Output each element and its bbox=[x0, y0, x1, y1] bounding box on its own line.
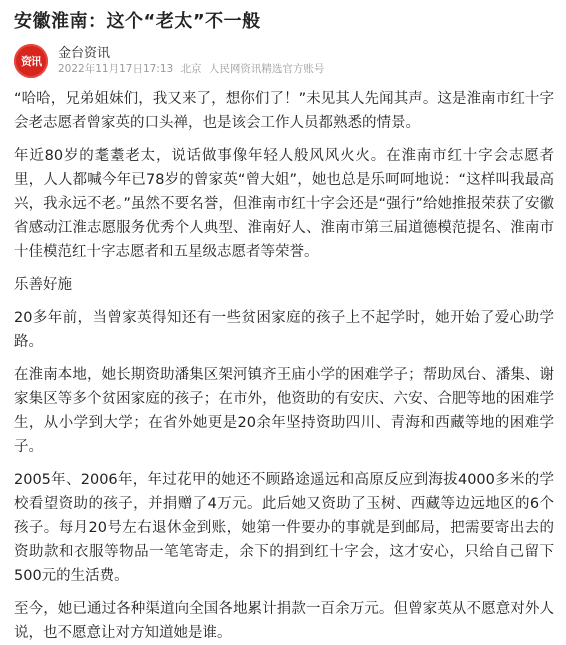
author-name[interactable]: 金台资讯 bbox=[58, 46, 111, 61]
paragraph-3: 20多年前，当曾家英得知还有一些贫困家庭的孩子上不起学时，她开始了爱心助学路。 bbox=[14, 310, 554, 350]
publish-info bbox=[58, 62, 324, 76]
publish-datetime: 2022年11月17日17:13 bbox=[58, 63, 174, 75]
paragraph-6: 至今，她已通过各种渠道向全国各地累计捐款一百余万元。但曾家英从不愿意对外人说，也不愿意让对方知道她是谁。 bbox=[14, 601, 554, 641]
account-note: 人民网资讯精选官方账号 bbox=[208, 63, 325, 75]
publish-location: 北京 bbox=[180, 63, 202, 75]
author-meta bbox=[14, 44, 554, 78]
paragraph-1: “哈哈，兄弟姐妹们，我又来了，想你们了！”未见其人先闻其声。这是淮南市红十字会老志愿者曾家英的口头禅，也是该会工作人员都熟悉的情景。 bbox=[14, 91, 554, 131]
paragraph-4: 在淮南本地，她长期资助潘集区架河镇齐王庙小学的困难学子；帮助凤台、潘集、谢家集区等多个贫困家庭的孩子；在市外，他资助的有安庆、六安、合肥等地的困难学生，从小学到大学；在省外她更是20余年坚持资助四川、青海和西藏等地的困难学子。 bbox=[14, 367, 554, 455]
article-body bbox=[14, 87, 554, 645]
paragraph-2: 年近80岁的耄耋老太，说话做事像年轻人般风风火火。在淮南市红十字会志愿者里，人人都喊今年已78岁的曾家英“曾大姐”，她也总是乐呵呵地说：“这样叫我最高兴，我永远不老。”虽然不要名誉，但淮南市红十字会还是“强行”给她推报荣获了安徽省感动江淮志愿服务优秀个人典型、淮南好人、淮南市第三届道德模范提名、淮南市十佳模范红十字志愿者和五星级志愿者等荣誉。 bbox=[14, 148, 554, 260]
article-title: 安徽淮南：这个“老太”不一般 bbox=[14, 11, 261, 32]
author-avatar[interactable]: 资讯 bbox=[14, 44, 48, 78]
section-heading: 乐善好施 bbox=[14, 277, 72, 293]
author-info bbox=[58, 46, 324, 76]
paragraph-5: 2005年、2006年，年过花甲的她还不顾路途遥远和高原反应到海拔4000多米的学校看望资助的孩子，并捐赠了4万元。此后她又资助了玉树、西藏等边远地区的6个孩子。每月20号左右退休金到账，她第一件要办的事就是到邮局，把需要寄出去的资助款和衣服等物品一笔笔寄走，余下的捐到红十字会，这才安心，只给自己留下500元的生活费。 bbox=[14, 472, 554, 584]
